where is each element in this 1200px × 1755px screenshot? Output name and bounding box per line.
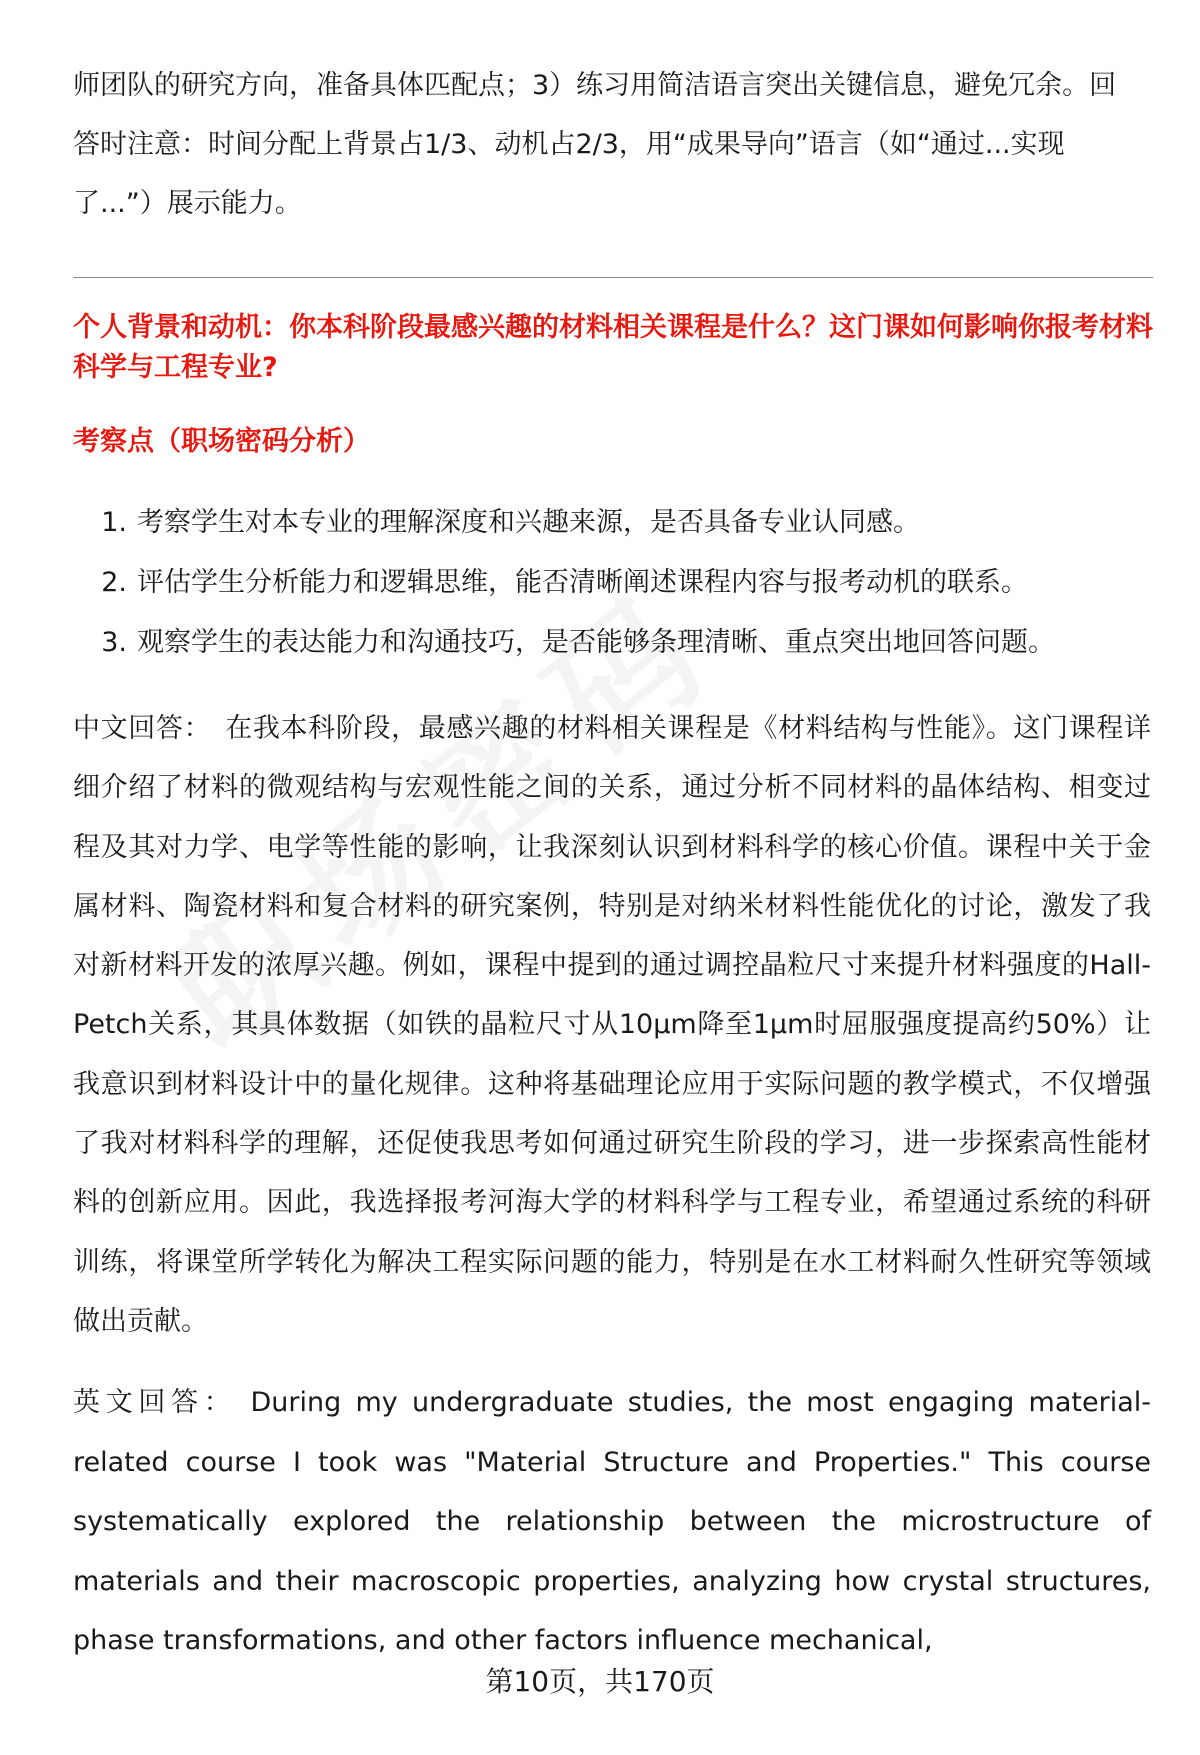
- list-item-number: 3.: [101, 627, 127, 658]
- question-heading: 个人背景和动机：你本科阶段最感兴趣的材料相关课程是什么？这门课如何影响你报考材料科学与工程专业?: [73, 312, 1153, 383]
- list-item-number: 1.: [101, 507, 127, 538]
- section-divider: [73, 277, 1153, 278]
- list-item-number: 2.: [101, 567, 127, 598]
- english-answer: [73, 1373, 1151, 1671]
- list-item: [73, 553, 1163, 613]
- chinese-answer-text: 在我本科阶段，最感兴趣的材料相关课程是《材料结构与性能》。这门课程详细介绍了材料的微观结构与宏观性能之间的关系，通过分析不同材料的晶体结构、相变过程及其对力学、电学等性能的影响，让我深刻认识到材料科学的核心价值。课程中关于金属材料、陶瓷材料和复合材料的研究案例，特别是对纳米材料性能优化的讨论，激发了我对新材料开发的浓厚兴趣。例如，课程中提到的通过调控晶粒尺寸来提升材料强度的Hall-Petch关系，其具体数据（如铁的晶粒尺寸从10μm降至1μm时屈服强度提高约50%）让我意识到材料设计中的量化规律。这种将基础理论应用于实际问题的教学模式，不仅增强了我对材料科学的理解，还促使我思考如何通过研究生阶段的学习，进一步探索高性能材料的创新应用。因此，我选择报考河海大学的材料科学与工程专业，希望通过系统的科研训练，将课堂所学转化为解决工程实际问题的能力，特别是在水工材料耐久性研究等领域做出贡献。: [73, 713, 1152, 1337]
- intro-paragraph: 师团队的研究方向，准备具体匹配点；3）练习用简洁语言突出关键信息，避免冗余。回答时注意：时间分配上背景占1/3、动机占2/3，用“成果导向”语言（如“通过...实现了...”）展示能力。: [73, 70, 1117, 219]
- list-item-text: 评估学生分析能力和逻辑思维，能否清晰阐述课程内容与报考动机的联系。: [137, 567, 1028, 598]
- english-answer-text: During my undergraduate studies, the most engaging material-related course I took was "Material Structure and Properties." This course systematically explored the relationship between the microstructure of materials and their macroscopic properties, analyzing how crystal structures, phase transformations, and other factors influence mechanical,: [73, 1387, 1151, 1656]
- assessment-list: [73, 493, 1163, 673]
- list-item-text: 考察学生对本专业的理解深度和兴趣来源，是否具备专业认同感。: [137, 507, 920, 538]
- list-item: [73, 493, 1163, 553]
- chinese-answer-label: 中文回答：: [73, 713, 212, 744]
- assessment-heading: 考察点（职场密码分析）: [73, 426, 370, 457]
- list-item-text: 观察学生的表达能力和沟通技巧，是否能够条理清晰、重点突出地回答问题。: [137, 627, 1055, 658]
- english-answer-label: 英文回答：: [73, 1387, 237, 1418]
- page-number-footer: 第10页，共170页: [485, 1665, 715, 1698]
- chinese-answer: [73, 699, 1151, 1351]
- list-item: [73, 613, 1163, 673]
